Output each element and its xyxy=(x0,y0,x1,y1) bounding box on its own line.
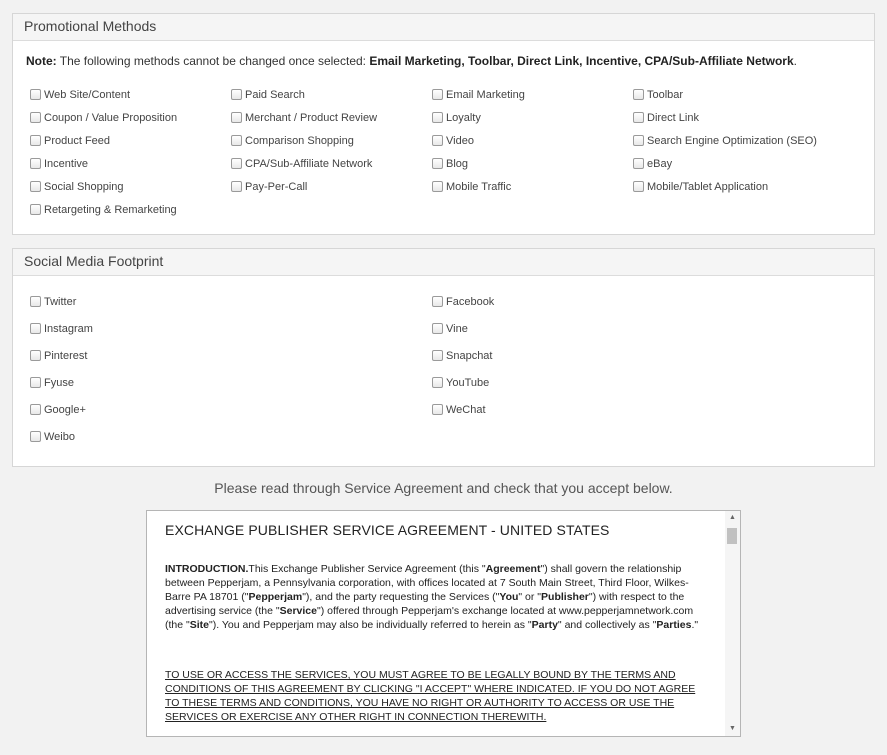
social-label: Google+ xyxy=(44,404,86,416)
promotional-methods-title: Promotional Methods xyxy=(13,14,874,41)
method-label: Video xyxy=(446,135,474,147)
social-media-panel xyxy=(12,248,875,467)
method-label: Merchant / Product Review xyxy=(245,112,378,124)
checkbox[interactable] xyxy=(231,135,242,146)
intro-bold-term: Publisher xyxy=(541,591,589,603)
social-label: Instagram xyxy=(44,323,93,335)
checkbox[interactable] xyxy=(30,323,41,334)
agreement-instruction: Please read through Service Agreement and check that you accept below. xyxy=(214,480,673,496)
intro-text: ." xyxy=(691,619,699,631)
checkbox[interactable] xyxy=(633,135,644,146)
agreement-terms-notice: TO USE OR ACCESS THE SERVICES, YOU MUST AGREE TO BE LEGALLY BOUND BY THE TERMS AND CONDITIONS OF THIS AGREEMENT BY CLICKING "I ACCEPT" WHERE INDICATED. IF YOU DO NOT AGREE TO THESE TERMS AND CONDITIONS, YOU HAVE NO RIGHT OR AUTHORITY TO ACCESS OR USE THE SERVICES OR EXERCISE ANY OTHER RIGHT IN CONNECTION THEREWITH. xyxy=(165,669,696,723)
checkbox[interactable] xyxy=(30,204,41,215)
social-label: WeChat xyxy=(446,404,486,416)
agreement-title: EXCHANGE PUBLISHER SERVICE AGREEMENT - UNITED STATES xyxy=(165,522,610,538)
checkbox[interactable] xyxy=(30,112,41,123)
social-label: Weibo xyxy=(44,431,75,443)
method-label: Blog xyxy=(446,158,469,170)
method-label: Comparison Shopping xyxy=(245,135,354,147)
intro-bold-term: Service xyxy=(279,605,317,617)
intro-text: "). You and Pepperjam may also be individually referred to herein as " xyxy=(209,619,532,631)
intro-bold-term: Parties xyxy=(656,619,692,631)
agreement-introduction xyxy=(165,562,710,632)
checkbox[interactable] xyxy=(231,158,242,169)
checkbox[interactable] xyxy=(432,404,443,415)
note-label: Note: xyxy=(26,54,57,68)
checkbox[interactable] xyxy=(633,181,644,192)
social-label: Twitter xyxy=(44,296,77,308)
method-label: Coupon / Value Proposition xyxy=(44,112,178,124)
promotional-note xyxy=(26,54,797,68)
promotional-methods-panel xyxy=(12,13,875,235)
intro-bold-term: Party xyxy=(531,619,558,631)
checkbox[interactable] xyxy=(30,377,41,388)
checkbox[interactable] xyxy=(633,158,644,169)
intro-bold-term: INTRODUCTION. xyxy=(165,563,249,575)
intro-bold-term: Site xyxy=(189,619,210,631)
method-label: Social Shopping xyxy=(44,181,124,193)
method-label: eBay xyxy=(647,158,673,170)
checkbox[interactable] xyxy=(432,181,443,192)
method-label: Incentive xyxy=(44,158,89,170)
intro-bold-term: Pepperjam xyxy=(248,591,303,603)
checkbox[interactable] xyxy=(231,181,242,192)
method-label: Loyalty xyxy=(446,112,481,124)
intro-text: This Exchange Publisher Service Agreement (this " xyxy=(248,563,486,575)
checkbox[interactable] xyxy=(432,323,443,334)
checkbox[interactable] xyxy=(432,377,443,388)
note-text: The following methods cannot be changed once selected: xyxy=(56,54,370,68)
scrollbar-thumb[interactable] xyxy=(727,528,737,544)
agreement-scrollbar[interactable] xyxy=(725,511,740,736)
intro-text: "), and the party requesting the Services (" xyxy=(302,591,500,603)
checkbox[interactable] xyxy=(432,135,443,146)
intro-bold-term: You xyxy=(499,591,519,603)
method-label: Web Site/Content xyxy=(44,89,131,101)
checkbox[interactable] xyxy=(30,158,41,169)
intro-text: " and collectively as " xyxy=(557,619,657,631)
checkbox[interactable] xyxy=(30,350,41,361)
checkbox[interactable] xyxy=(432,158,443,169)
checkbox[interactable] xyxy=(30,181,41,192)
checkbox[interactable] xyxy=(633,89,644,100)
checkbox[interactable] xyxy=(30,431,41,442)
method-label: Toolbar xyxy=(647,89,684,101)
scroll-up-arrow-icon[interactable]: ▲ xyxy=(729,514,736,521)
checkbox[interactable] xyxy=(633,112,644,123)
method-label: Email Marketing xyxy=(446,89,525,101)
social-label: Facebook xyxy=(446,296,495,308)
intro-bold-term: Agreement xyxy=(485,563,541,575)
intro-text: ") shall govern the relationship between Pepperjam, a Pennsylvania corporation, with offices located at 7 South Main Street, Third Floor, Wilkes-Barre PA 18701 (" xyxy=(165,563,689,603)
checkbox[interactable] xyxy=(231,89,242,100)
method-label: Search Engine Optimization (SEO) xyxy=(647,135,817,147)
checkbox[interactable] xyxy=(432,89,443,100)
social-label: Snapchat xyxy=(446,350,493,362)
note-methods: Email Marketing, Toolbar, Direct Link, Incentive, CPA/Sub-Affiliate Network xyxy=(369,54,794,68)
scroll-down-arrow-icon[interactable]: ▼ xyxy=(729,725,736,732)
social-label: YouTube xyxy=(446,377,490,389)
method-label: Retargeting & Remarketing xyxy=(44,204,177,216)
method-label: Product Feed xyxy=(44,135,111,147)
intro-text: ") with respect to the advertising service (the " xyxy=(165,591,685,617)
social-label: Vine xyxy=(446,323,468,335)
checkbox[interactable] xyxy=(30,296,41,307)
social-label: Pinterest xyxy=(44,350,88,362)
checkbox[interactable] xyxy=(432,296,443,307)
checkbox[interactable] xyxy=(30,135,41,146)
checkbox[interactable] xyxy=(30,89,41,100)
note-end: . xyxy=(793,54,797,68)
method-label: Mobile Traffic xyxy=(446,181,512,193)
intro-text: ") offered through Pepperjam's exchange located at www.pepperjamnetwork.com (the " xyxy=(165,605,694,631)
service-agreement-box[interactable] xyxy=(146,510,741,737)
checkbox[interactable] xyxy=(432,350,443,361)
method-label: Direct Link xyxy=(647,112,699,124)
method-label: Pay-Per-Call xyxy=(245,181,308,193)
checkbox[interactable] xyxy=(231,112,242,123)
intro-text: " or " xyxy=(518,591,542,603)
method-label: Mobile/Tablet Application xyxy=(647,181,769,193)
social-label: Fyuse xyxy=(44,377,74,389)
checkbox[interactable] xyxy=(432,112,443,123)
method-label: Paid Search xyxy=(245,89,305,101)
social-media-title: Social Media Footprint xyxy=(13,249,874,276)
checkbox[interactable] xyxy=(30,404,41,415)
method-label: CPA/Sub-Affiliate Network xyxy=(245,158,373,170)
